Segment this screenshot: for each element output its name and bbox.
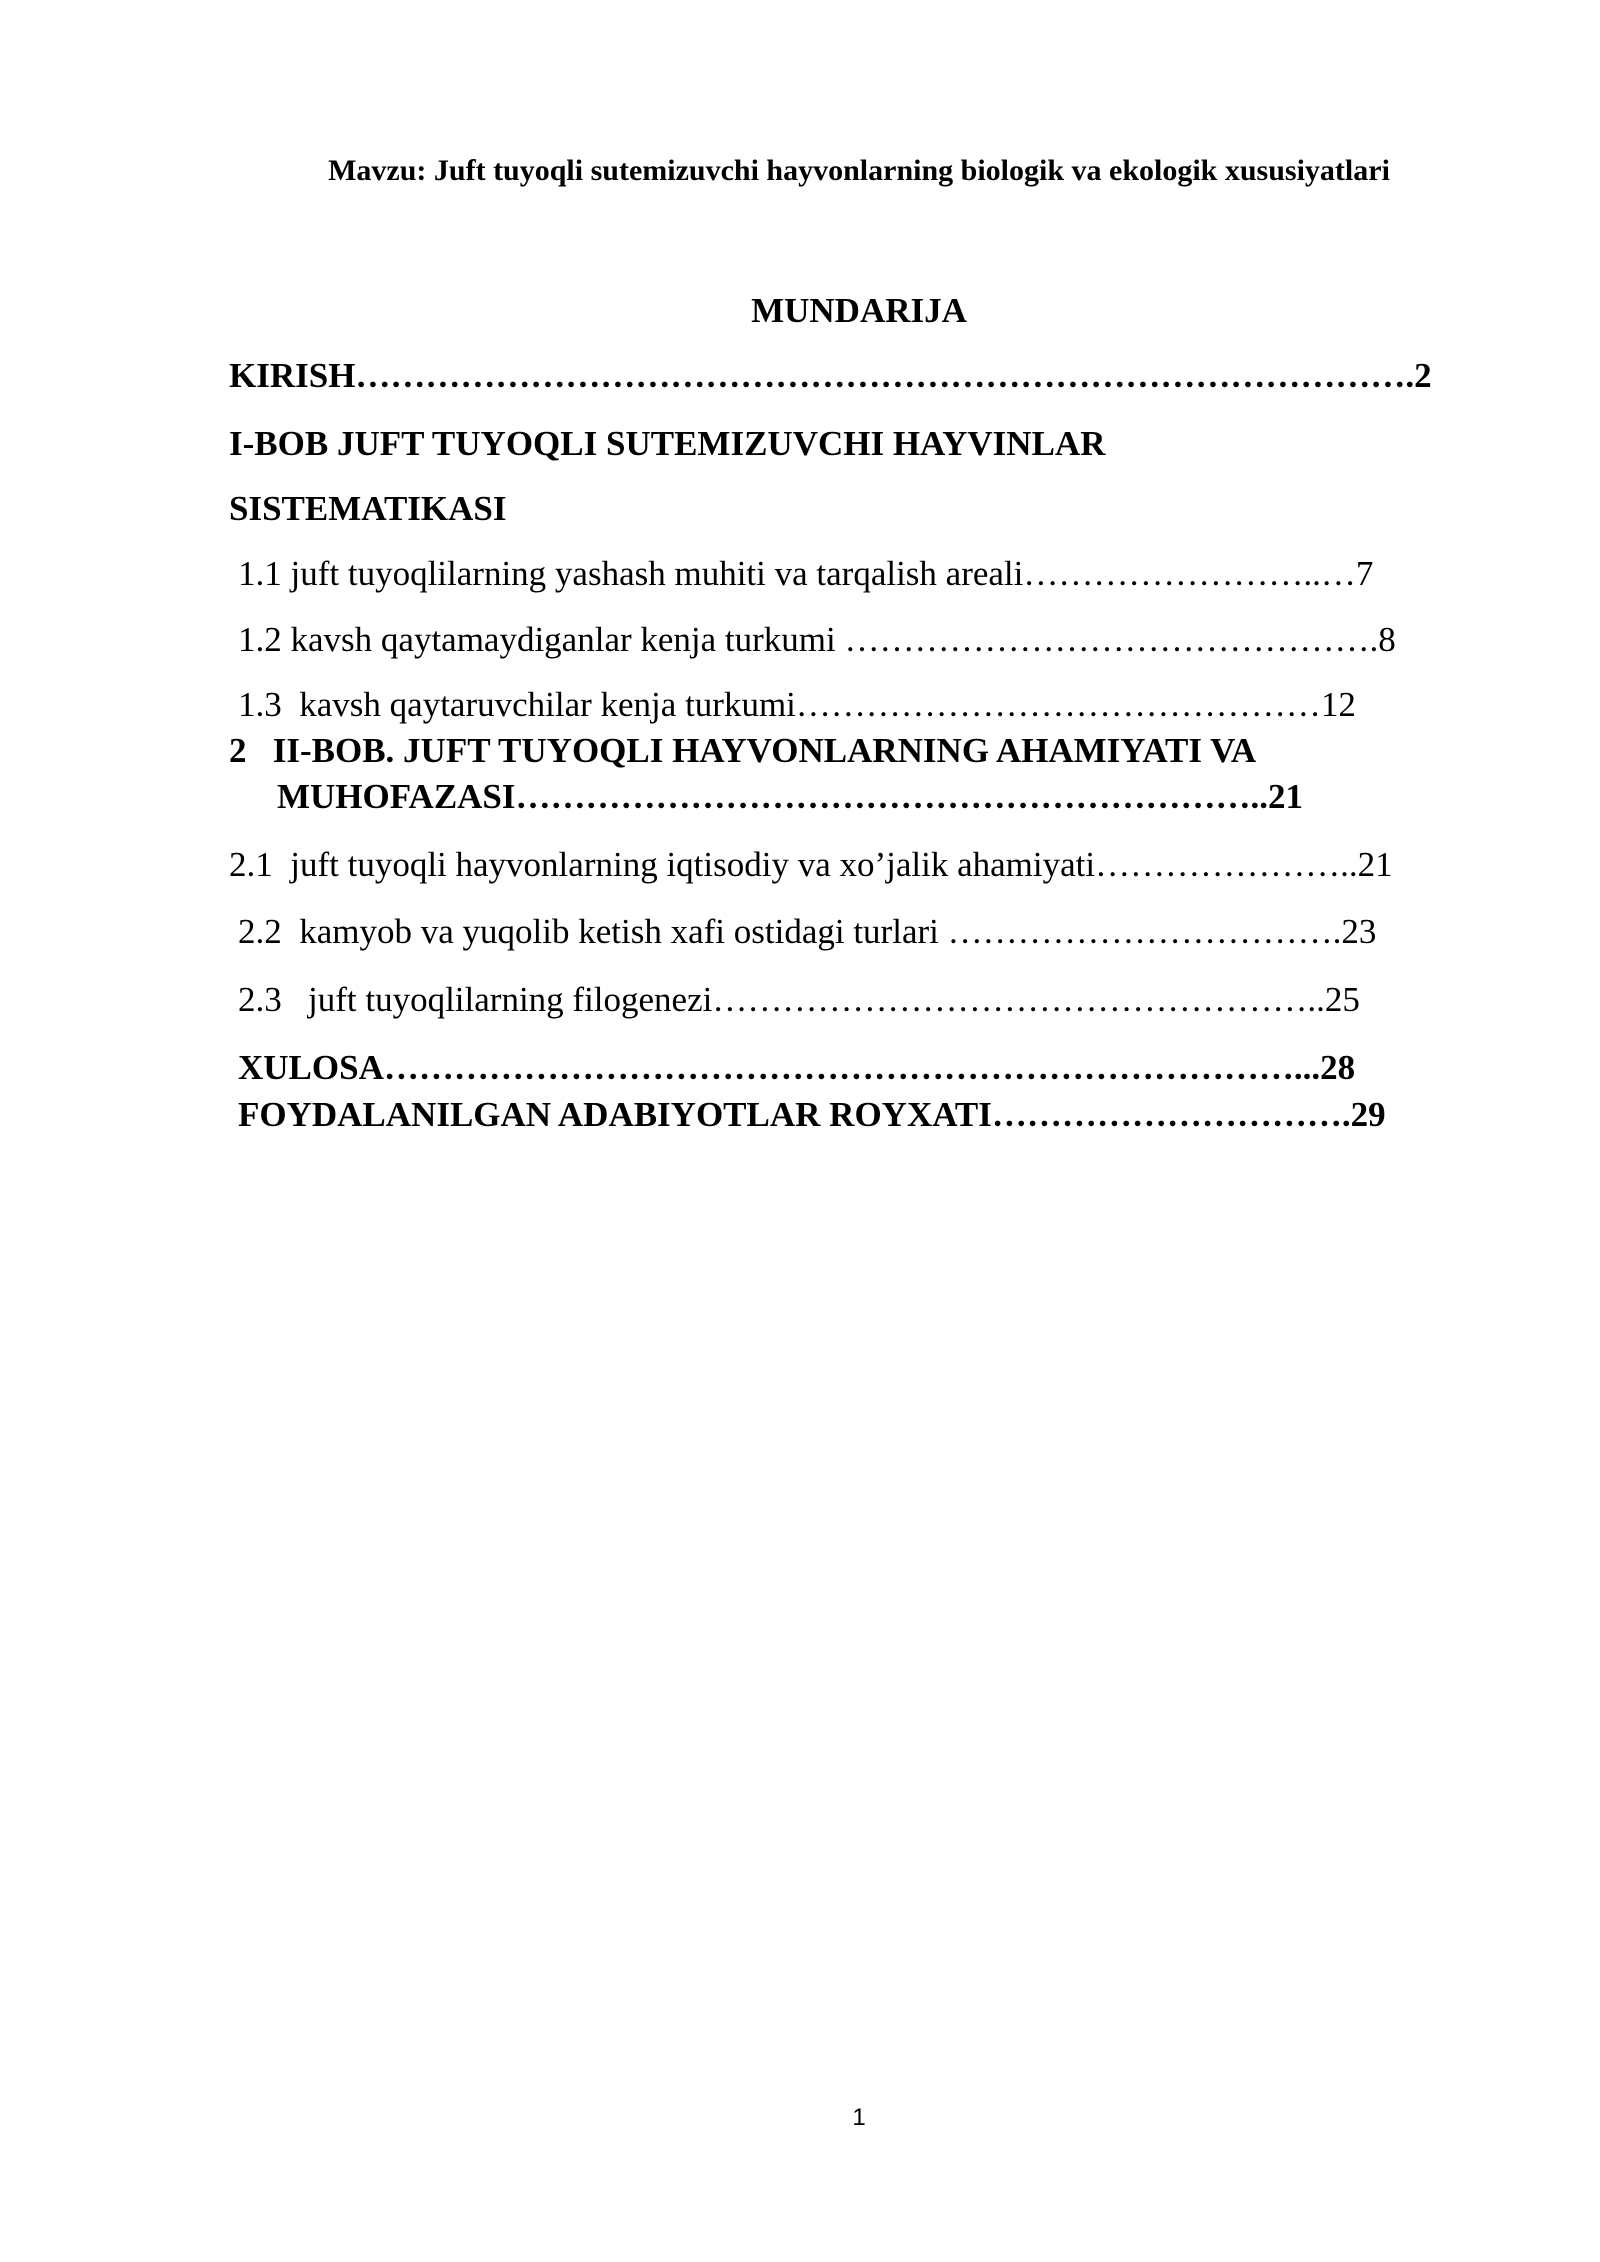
toc-entry-chapter-1-title-line-2: SISTEMATIKASI xyxy=(229,489,507,528)
toc-entry-section-1-1: 1.1 juft tuyoqlilarning yashash muhiti va tarqalish areali……………………..…7 xyxy=(238,554,1374,593)
toc-entry-section-2-3: 2.3 juft tuyoqlilarning filogenezi……………………………………………..25 xyxy=(238,980,1360,1019)
toc-entry-chapter-2-title-line-1: 2 II-BOB. JUFT TUYOQLI HAYVONLARNING AHAMIYATI VA xyxy=(229,731,1257,770)
table-of-contents-heading: MUNDARIJA xyxy=(751,291,967,330)
toc-entry-section-1-2: 1.2 kavsh qaytamaydiganlar kenja turkumi ……………………………………….8 xyxy=(238,620,1396,659)
toc-entry-section-2-2: 2.2 kamyob va yuqolib ketish xafi ostidagi turlari …………………………….23 xyxy=(238,912,1377,951)
toc-entry-conclusion: XULOSA……………………………………………………………………...28 xyxy=(238,1048,1356,1087)
toc-entry-references: FOYDALANILGAN ADABIYOTLAR ROYXATI………………………….29 xyxy=(238,1095,1386,1134)
toc-entry-chapter-1-title-line-1: I-BOB JUFT TUYOQLI SUTEMIZUVCHI HAYVINLAR xyxy=(229,424,1106,463)
toc-entry-section-1-3: 1.3 kavsh qaytaruvchilar kenja turkumi………………………………………12 xyxy=(238,685,1356,724)
toc-entry-section-2-1: 2.1 juft tuyoqli hayvonlarning iqtisodiy va xo’jalik ahamiyati…………………..21 xyxy=(229,845,1393,884)
toc-entry-introduction: KIRISH……………………………………………………………………………….2 xyxy=(229,356,1432,395)
document-topic: Mavzu: Juft tuyoqli sutemizuvchi hayvonlarning biologik va ekologik xususiyatlari xyxy=(328,154,1390,187)
toc-entry-chapter-2-title-line-2: MUHOFAZASI………………………………………………………..21 xyxy=(277,777,1304,816)
page-number: 1 xyxy=(852,2104,866,2131)
